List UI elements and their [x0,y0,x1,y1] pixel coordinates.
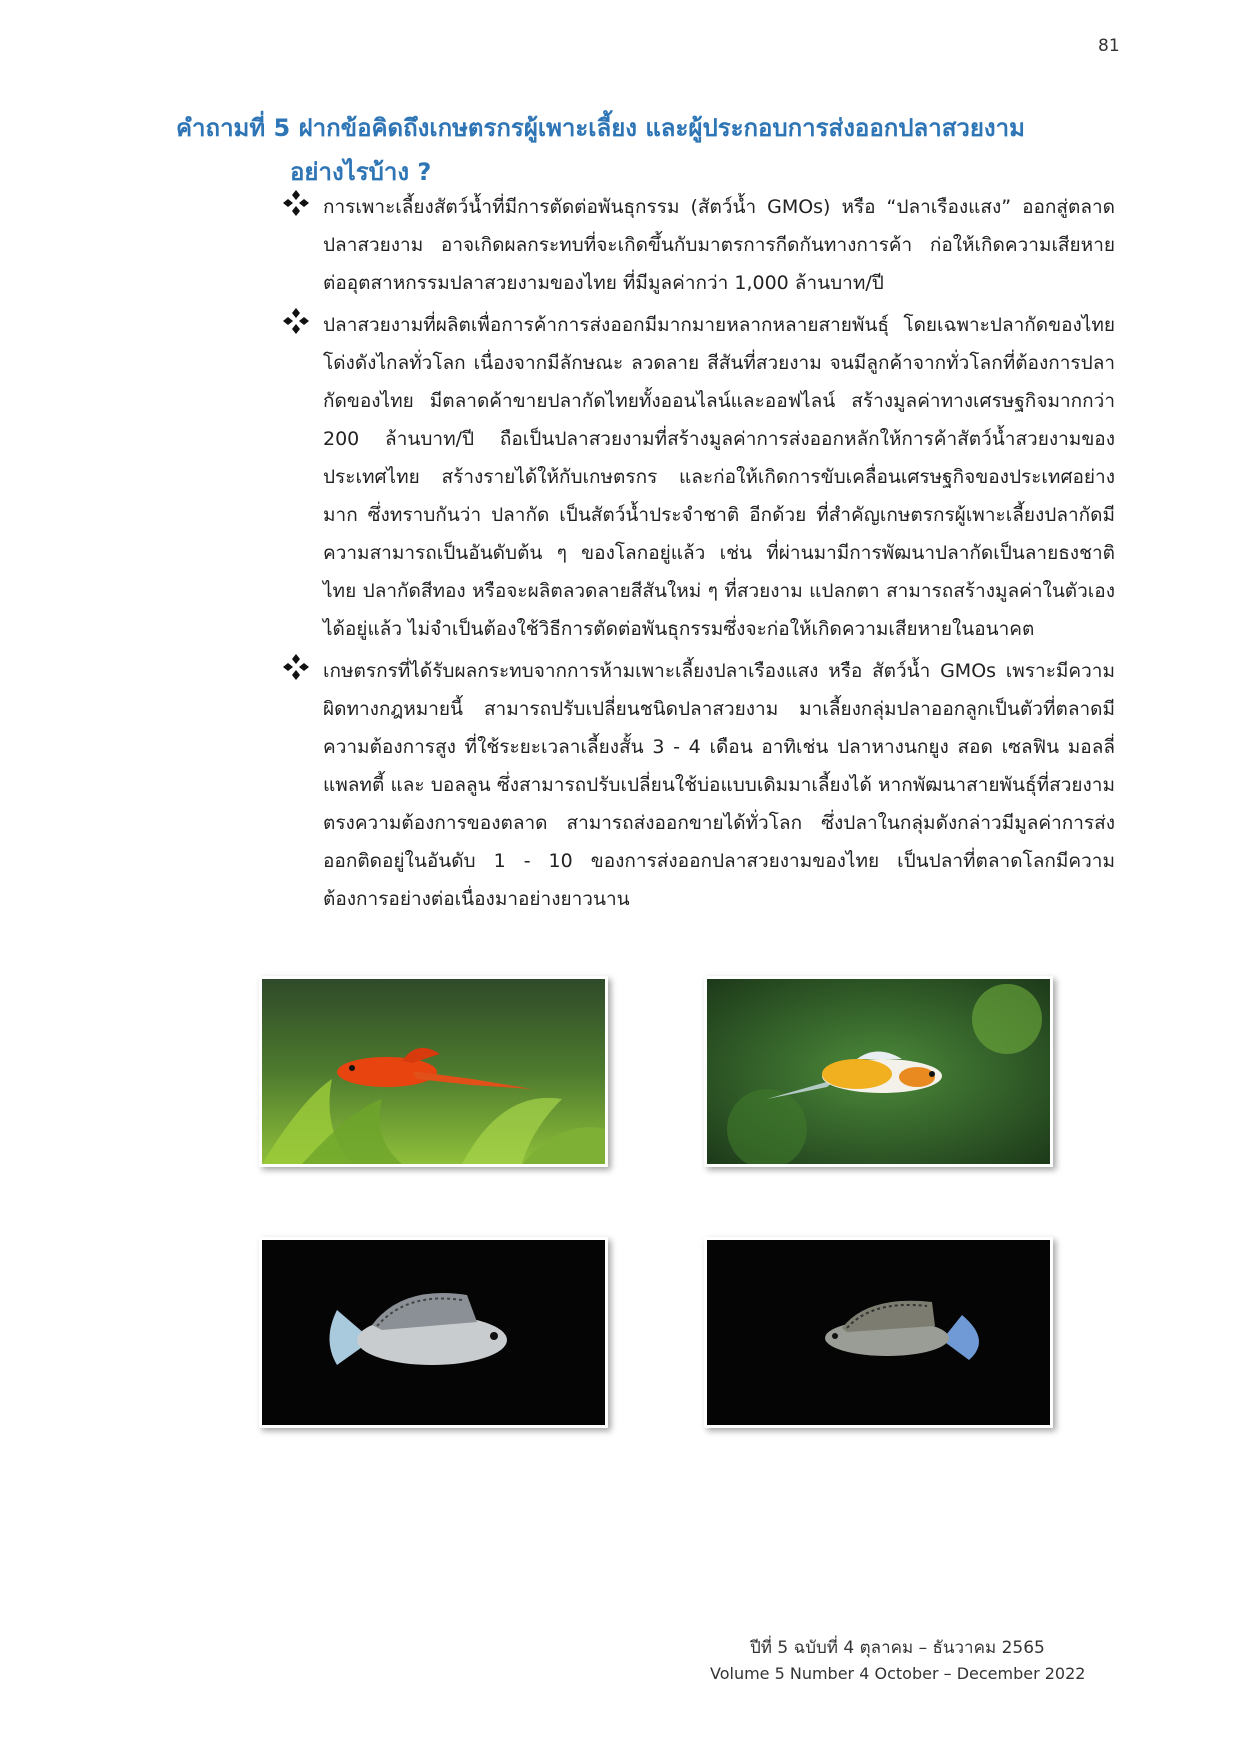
bullet-text: การเพาะเลี้ยงสัตว์น้ำที่มีการตัดต่อพันธุกรรม (สัตว์น้ำ GMOs) หรือ “ปลาเรืองแสง” ออกสู่ตลาดปลาสวยงาม อาจเกิดผลกระทบที่จะเกิดขึ้นกับมาตรการกีดกันทางการค้า ก่อให้เกิดความเสียหายต่ออุตสาหกรรมปลาสวยงามของไทย ที่มีมูลค่ากว่า 1,000 ล้านบาท/ปี [323,196,1115,294]
footer-english: Volume 5 Number 4 October – December 2022 [710,1664,1086,1683]
question-title [176,106,1176,194]
bullet-item [281,188,1115,302]
silver-sailfin-molly-photo [259,1237,608,1428]
four-diamond-icon [281,652,311,682]
page-number: 81 [1098,36,1120,56]
yellow-white-swordtail-photo [704,976,1053,1167]
bullet-list [281,188,1115,922]
question-title-line1: คำถามที่ 5 ฝากข้อคิดถึงเกษตรกรผู้เพาะเลี้ยง และผู้ประกอบการส่งออกปลาสวยงาม [176,114,1025,142]
bullet-item [281,306,1115,648]
footer-thai: ปีที่ 5 ฉบับที่ 4 ตุลาคม – ธันวาคม 2565 [750,1638,1045,1658]
question-title-line2: อย่างไรบ้าง ? [290,158,432,186]
red-swordtail-photo [259,976,608,1167]
four-diamond-icon [281,188,311,218]
bullet-text: ปลาสวยงามที่ผลิตเพื่อการค้าการส่งออกมีมากมายหลากหลายสายพันธุ์ โดยเฉพาะปลากัดของไทยโด่งดังไกลทั่วโลก เนื่องจากมีลักษณะ ลวดลาย สีสันที่สวยงาม จนมีลูกค้าจากทั่วโลกที่ต้องการปลากัดของไทย มีตลาดค้าขายปลากัดไทยทั้งออนไลน์และออฟไลน์ สร้างมูลค่าทางเศรษฐกิจมากกว่า 200 ล้านบาท/ปี ถือเป็นปลาสวยงามที่สร้างมูลค่าการส่งออกหลักให้การค้าสัตว์น้ำสวยงามของประเทศไทย สร้างรายได้ให้กับเกษตรกร และก่อให้เกิดการขับเคลื่อนเศรษฐกิจของประเทศอย่างมาก ซึ่งทราบกันว่า ปลากัด เป็นสัตว์น้ำประจำชาติ อีกด้วย ที่สำคัญเกษตรกรผู้เพาะเลี้ยงปลากัดมีความสามารถเป็นอันดับต้น ๆ ของโลกอยู่แล้ว เช่น ที่ผ่านมามีการพัฒนาปลากัดเป็นลายธงชาติไทย ปลากัดสีทอง หรือจะผลิตลวดลายสีสันใหม่ ๆ ที่สวยงาม แปลกตา สามารถสร้างมูลค่าในตัวเองได้อยู่แล้ว ไม่จำเป็นต้องใช้วิธีการตัดต่อพันธุกรรมซึ่งจะก่อให้เกิดความเสียหายในอนาคต [323,314,1115,640]
bullet-item [281,652,1115,918]
speckled-sailfin-molly-photo [704,1237,1053,1428]
four-diamond-icon [281,306,311,336]
bullet-text: เกษตรกรที่ได้รับผลกระทบจากการห้ามเพาะเลี้ยงปลาเรืองแสง หรือ สัตว์น้ำ GMOs เพราะมีความผิดทางกฎหมายนี้ สามารถปรับเปลี่ยนชนิดปลาสวยงาม มาเลี้ยงกลุ่มปลาออกลูกเป็นตัวที่ตลาดมีความต้องการสูง ที่ใช้ระยะเวลาเลี้ยงสั้น 3 - 4 เดือน อาทิเช่น ปลาหางนกยูง สอด เซลฟิน มอลลี่ แพลทตี้ และ บอลลูน ซึ่งสามารถปรับเปลี่ยนใช้บ่อแบบเดิมมาเลี้ยงได้ หากพัฒนาสายพันธุ์ที่สวยงามตรงความต้องการของตลาด สามารถส่งออกขายได้ทั่วโลก ซึ่งปลาในกลุ่มดังกล่าวมีมูลค่าการส่งออกติดอยู่ในอันดับ 1 - 10 ของการส่งออกปลาสวยงามของไทย เป็นปลาที่ตลาดโลกมีความต้องการอย่างต่อเนื่องมาอย่างยาวนาน [323,660,1115,910]
